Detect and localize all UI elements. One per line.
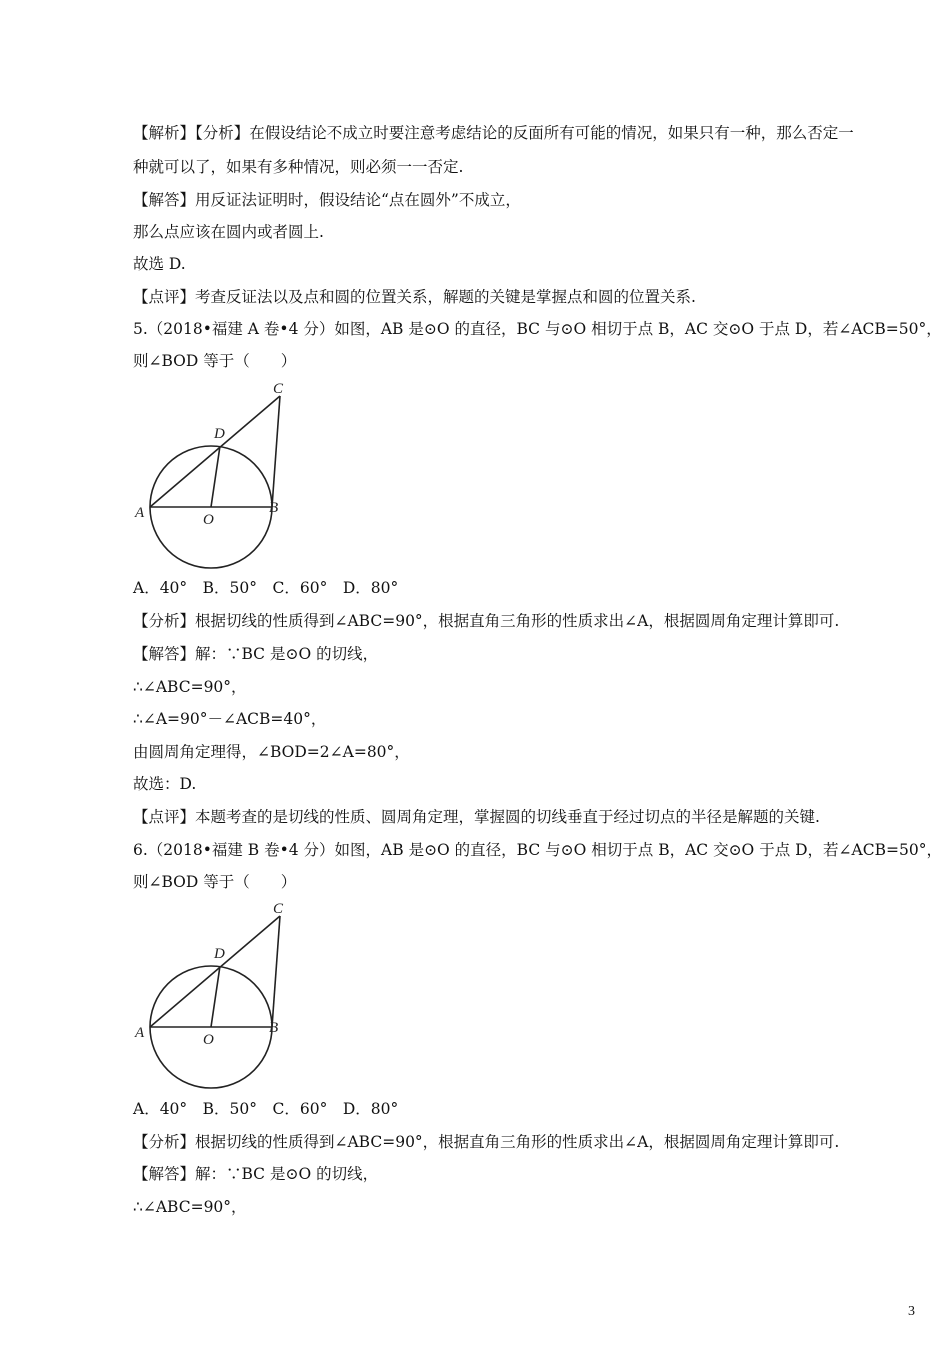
question-5-solution-line-2: ∴∠ABC=90°，	[133, 678, 247, 696]
question-6-solution-line-2: ∴∠ABC=90°，	[133, 1198, 247, 1216]
answer-line-1: 【解答】用反证法证明时，假设结论“点在圆外”不成立，	[133, 191, 521, 209]
label-o: O	[203, 1032, 214, 1048]
question-5-analysis: 【分析】根据切线的性质得到∠ABC=90°，根据直角三角形的性质求出∠A，根据圆周角定理计算即可.	[133, 612, 840, 630]
question-6-analysis: 【分析】根据切线的性质得到∠ABC=90°，根据直角三角形的性质求出∠A，根据圆周角定理计算即可.	[133, 1133, 840, 1151]
question-5-figure	[128, 376, 298, 580]
page-number: 3	[908, 1304, 915, 1319]
secant-ac	[150, 916, 280, 1027]
analysis-paragraph-line-2: 种就可以了，如果有多种情况，则必须一一否定.	[133, 158, 464, 176]
question-5-comment: 【点评】本题考查的是切线的性质、圆周角定理，掌握圆的切线垂直于经过切点的半径是解题的关键.	[133, 808, 820, 826]
radius-od	[211, 446, 220, 507]
label-c: C	[273, 901, 284, 917]
label-o: O	[203, 512, 214, 528]
radius-od	[211, 966, 220, 1027]
label-a: A	[135, 1025, 145, 1041]
label-d: D	[214, 946, 225, 962]
circle-tangent-diagram	[128, 376, 298, 576]
tangent-bc	[272, 396, 280, 507]
comment-line: 【点评】考查反证法以及点和圆的位置关系，解题的关键是掌握点和圆的位置关系.	[133, 288, 696, 306]
question-5-solution-line-1: 【解答】解：∵BC 是⊙O 的切线，	[133, 645, 379, 663]
label-c: C	[273, 381, 284, 397]
question-6-solution-line-1: 【解答】解：∵BC 是⊙O 的切线，	[133, 1165, 379, 1183]
question-5-options: A．40° B．50° C．60° D．80°	[133, 579, 399, 597]
analysis-paragraph-line-1: 【解析】【分析】在假设结论不成立时要注意考虑结论的反面所有可能的情况，如果只有一种，那么否定一	[133, 124, 854, 142]
label-a: A	[135, 505, 145, 521]
label-d: D	[214, 426, 225, 442]
question-6-figure	[128, 896, 298, 1100]
secant-ac	[150, 396, 280, 507]
tangent-bc	[272, 916, 280, 1027]
label-b: B	[269, 500, 279, 516]
question-6-stem-line-1: 6.（2018•福建 B 卷•4 分）如图，AB 是⊙O 的直径，BC 与⊙O 相切于点 B，AC 交⊙O 于点 D，若∠ACB=50°，	[133, 841, 942, 859]
label-b: B	[269, 1020, 279, 1036]
question-5-solution-line-4: 由圆周角定理得，∠BOD=2∠A=80°，	[133, 743, 410, 761]
question-5-choice: 故选：D.	[133, 775, 197, 793]
question-5-stem-line-2: 则∠BOD 等于（ ）	[133, 352, 297, 370]
question-6-stem-line-2: 则∠BOD 等于（ ）	[133, 873, 297, 891]
answer-line-2: 那么点应该在圆内或者圆上.	[133, 223, 324, 241]
question-6-options: A．40° B．50° C．60° D．80°	[133, 1100, 399, 1118]
question-5-stem-line-1: 5.（2018•福建 A 卷•4 分）如图，AB 是⊙O 的直径，BC 与⊙O 相切于点 B，AC 交⊙O 于点 D，若∠ACB=50°，	[133, 320, 942, 338]
choice-line: 故选 D.	[133, 255, 186, 273]
question-5-solution-line-3: ∴∠A=90°－∠ACB=40°，	[133, 710, 327, 728]
circle-tangent-diagram	[128, 896, 298, 1096]
